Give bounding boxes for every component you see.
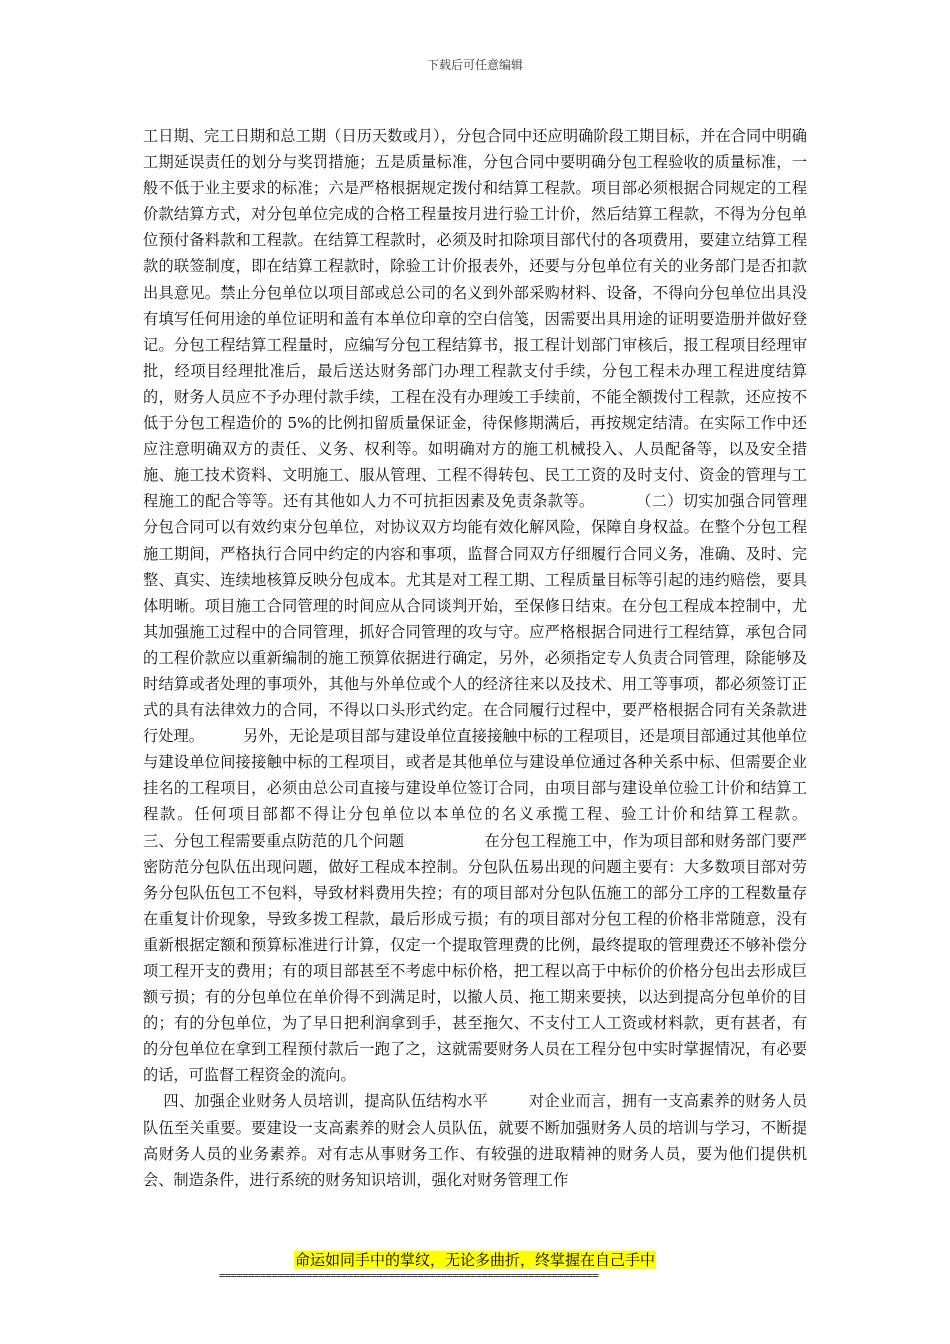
footer-divider: ================================================================= [219, 1269, 599, 1282]
footer-motto-text: 命运如同手中的掌纹，无论多曲折，终掌握在自己手中 [294, 1251, 655, 1269]
body-text: 工日期、完工日期和总工期（日历天数或月），分包合同中还应明确阶段工期目标，并在合同中明确工期延误责任的划分与奖罚措施；五是质量标准，分包合同中要明确分包工程验收的质量标准，一般不低于业主要求的标准；六是严格根据规定拨付和结算工程款。项目部必须根据合同规定的工程价款结算方式，对分包单位完成的合格工程量按月进行验工计价，然后结算工程款，不得为分包单位预付备料款和工程款。在结算工程款时，必须及时扣除项目部代付的各项费用，要建立结算工程款的联签制度，即在结算工程款时，除验工计价报表外，还要与分包单位有关的业务部门是否扣款出具意见。禁止分包单位以项目部或总公司的名义到外部采购材料、设备，不得向分包单位出具没有填写任何用途的单位证明和盖有本单位印章的空白信笺，因需要出具用途的证明要造册并做好登记。分包工程结算工程量时，应编写分包工程结算书，报工程计划部门审核后，报工程项目经理审批，经项目经理批准后，最后送达财务部门办理工程款支付手续，分包工程未办理工程进度结算的，财务人员应不予办理付款手续，工程在没有办理竣工手续前，不能全额拨付工程款，还应按不低于分包工程造价的 5%的比例扣留质量保证金，待保修期满后，再按规定结清。在实际工作中还应注意明确双方的责任、义务、权利等。如明确对方的施工机械投入、人员配备等，以及安全措施、施工技术资料、文明施工、服从管理、工程不得转包、民工工资的及时支付、资金的管理与工程施工的配合等等。还有其他如人力不可抗拒因素及免责条款等。 （二）切实加强合同管理 分包合同可以有效约束分包单位，对协议双方均能有效化解风险，保障自身权益。在整个分包工程施工期间，严格执行合同中约定的内容和事项，监督合同双方仔细履行合同义务，准确、及时、完整、真实、连续地核算反映分包成本。尤其是对工程工期、工程质量目标等引起的违约赔偿，要具体明晰。项目施工合同管理的时间应从合同谈判开始，至保修日结束。在分包工程成本控制中，尤其加强施工过程中的合同管理，抓好合同管理的攻与守。应严格根据合同进行工程结算，承包合同的工程价款应以重新编制的施工预算依据进行确定，另外，必须指定专人负责合同管理，除能够及时结算或者处理的事项外，其他与外单位或个人的经济往来以及技术、用工等事项，都必须签订正式的具有法律效力的合同，不得以口头形式约定。在合同履行过程中，要严格根据合同有关条款进行处理。 另外，无论是项目部与建设单位直接接触中标的工程项目，还是项目部通过其他单位与建设单位间接接触中标的工程项目，或者是其他单位与建设单位通过各种关系中标、但需要企业挂名的工程项目，必须由总公司直接与建设单位签订合同，由项目部与建设单位验工计价和结算工程款。任何项目部都不得让分包单位以本单位的名义承揽工程、验工计价和结算工程款。 三、分包工程需要重点防范的几个问题 在分包工程施工中，作为项目部和财务部门要严密防范分包队伍出现问题，做好工程成本控制。分包队伍易出现的问题主要有：大多数项目部对劳务分包队伍包工不包料，导致材料费用失控；有的项目部对分包队伍施工的部分工序的工程数量存在重复计价现象，导致多拨工程款，最后形成亏损；有的项目部对分包工程的价格非常随意，没有重新根据定额和预算标准进行计算，仅定一个提取管理费的比例，最终提取的管理费还不够补偿分项工程开支的费用；有的项目部甚至不考虑中标价格，把工程以高于中标价的价格分包出去形成巨额亏损；有的分包单位在单价得不到满足时，以撤人员、拖工期来要挟，以达到提高分包单价的目的；有的分包单位，为了早日把利润拿到手，甚至拖欠、不支付工人工资或材料款，更有甚者，有的分包单位在拿到工程预付款后一跑了之，这就需要财务人员在工程分包中实时掌握情况，有必要的话，可监督工程资金的流向。 四、加强企业财务人员培训，提高队伍结构水平 对企业而言，拥有一支高素养的财务人员队伍至关重要。要建设一支高素养的财会人员队伍，就要不断加强财务人员的培训与学习，不断提高财务人员的业务素养。对有志从事财务工作、有较强的进取精神的财务人员，要为他们提供机会、制造条件，进行系统的财务知识培训，强化对财务管理工作 [143, 127, 808, 1189]
page-header: 下载后可任意编辑 [426, 58, 523, 72]
footer-motto [0, 1250, 950, 1270]
